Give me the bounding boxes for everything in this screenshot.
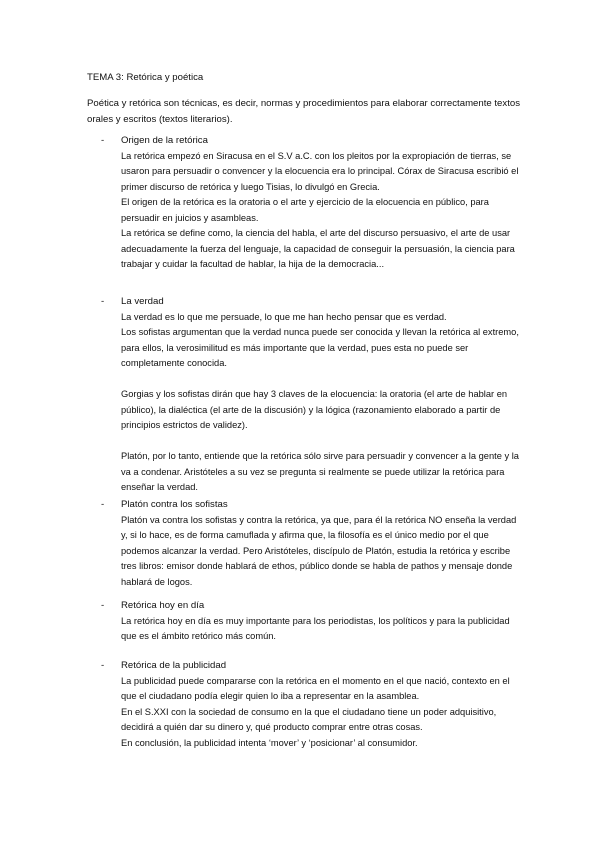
bullet-dash: - [101, 660, 105, 671]
intro-paragraph: Poética y retórica son técnicas, es decir, normas y procedimientos para elaborar correctamente textos orales y escritos (textos literarios). [87, 98, 520, 125]
paragraph: La retórica empezó en Siracusa en el S.V a.C. con los pleitos por la expropiación de tierras, se usaron para persuadir o convencer y la elocuencia era lo principal. Córax de Siracusa escribió el primer discurso de retórica y luego Tisias, lo divulgó en Grecia. [121, 150, 519, 192]
paragraph: En conclusión, la publicidad intenta ‘mover’ y ‘posicionar’ al consumidor. [121, 737, 418, 748]
section-heading: La verdad [121, 296, 164, 307]
section-heading: Retórica hoy en día [121, 600, 205, 611]
paragraph: La retórica hoy en día es muy importante para los periodistas, los políticos y para la publicidad que es el ámbito retórico más común. [121, 615, 510, 641]
section-body [121, 310, 519, 496]
document-title: TEMA 3: Retórica y poética [87, 72, 204, 83]
paragraph: En el S.XXI con la sociedad de consumo en la que el ciudadano tiene un poder adquisitivo, decidirá a quién dar su dinero y, qué producto comprar entre otras cosas. [121, 706, 497, 732]
paragraph: La publicidad puede compararse con la retórica en el momento en el que nació, contexto en el que el ciudadano podía elegir quien lo iba a representar en la asamblea. [121, 675, 510, 701]
bullet-dash: - [101, 600, 105, 611]
section-body [121, 614, 519, 645]
paragraph: Platón va contra los sofistas y contra la retórica, ya que, para él la retórica NO enseña la verdad y, si lo hace, es de forma camuflada y afirma que, la filosofía es el único medio por el que podemos alcanzar la verdad. Pero Aristóteles, discípulo de Platón, estudia la retórica y escribe tres libros: emisor donde hablará de ethos, público donde se habla de pathos y mensaje donde hablará de logos. [121, 514, 517, 587]
paragraph: Platón, por lo tanto, entiende que la retórica sólo sirve para persuadir y convencer a la gente y la va a condenar. Aristóteles a su vez se pregunta si realmente se puede utilizar la retórica para enseñar la verdad. [121, 451, 519, 492]
paragraph: La verdad es lo que me persuade, lo que me han hecho pensar que es verdad. [121, 311, 447, 322]
section-body [121, 513, 519, 591]
bullet-dash: - [101, 135, 105, 146]
section-heading: Retórica de la publicidad [121, 660, 227, 671]
paragraph: El origen de la retórica es la oratoria o el arte y ejercicio de la elocuencia en público, para persuadir en juicios y asambleas. [121, 197, 489, 223]
section-body [121, 149, 519, 273]
bullet-dash: - [101, 499, 105, 510]
section-heading: Platón contra los sofistas [121, 499, 228, 510]
bullet-dash: - [101, 296, 105, 307]
paragraph: Gorgias y los sofistas dirán que hay 3 claves de la elocuencia: la oratoria (el arte de hablar en público), la dialéctica (el arte de la discusión) y la lógica (razonamiento elaborado a partir de principios estrictos de validez). [121, 389, 508, 430]
section-body [121, 674, 519, 752]
paragraph: La retórica se define como, la ciencia del habla, el arte del discurso persuasivo, el arte de usar adecuadamente la fuerza del lenguaje, la capacidad de conseguir la persuasión, la ciencia para trabajar y cuidar la facultad de hablar, la hija de la democracia... [121, 228, 515, 269]
paragraph: Los sofistas argumentan que la verdad nunca puede ser conocida y llevan la retórica al extremo, para ellos, la verosimilitud es más importante que la verdad, pues esta no puede ser completamente conocida. [121, 327, 519, 368]
section-heading: Origen de la retórica [121, 135, 208, 146]
